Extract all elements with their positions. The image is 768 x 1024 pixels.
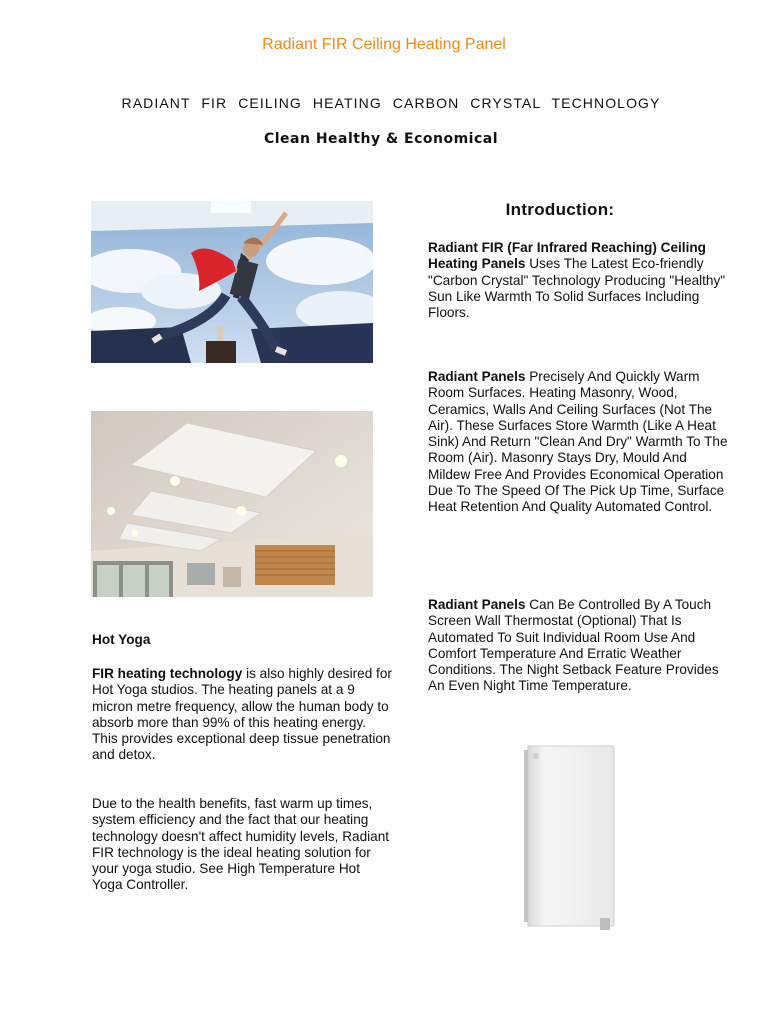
introduction-paragraph-1 xyxy=(428,240,728,321)
introduction-p3-bold: Radiant Panels xyxy=(428,597,526,612)
hot-yoga-heading: Hot Yoga xyxy=(92,632,151,647)
introduction-p3-text: Can Be Controlled By A Touch Screen Wall Thermostat (Optional) That Is Automated To Suit Individual Room Use And Comfort Temperature And Erratic Weather Conditions. The Night Setback Feature Provides An Even Night Time Temperature. xyxy=(428,597,719,694)
introduction-p1-text: Uses The Latest Eco-friendly "Carbon Crystal" Technology Producing "Healthy" Sun Like Warmth To Solid Surfaces Including Floors. xyxy=(428,256,726,321)
jumping-child-photo xyxy=(91,201,373,363)
introduction-p2-text: Precisely And Quickly Warm Room Surfaces. Heating Masonry, Wood, Ceramics, Walls And Ceiling Surfaces (Not The Air). These Surfaces Store Warmth (Like A Heat Sink) And Return "Clean And Dry" Warmth To The Room (Air). Masonry Stays Dry, Mould And Mildew Free And Provides Economical Operation Due To The Speed Of The Pick Up Time, Surface Heat Retention And Quality Automated Control. xyxy=(428,369,728,515)
page-subtitle: RADIANT FIR CEILING HEATING CARBON CRYSTAL TECHNOLOGY xyxy=(121,95,661,111)
hot-yoga-paragraph-1 xyxy=(92,666,392,764)
hot-yoga-p1-text: is also highly desired for Hot Yoga studios. The heating panels at a 9 micron metre frequency, allow the human body to absorb more than 99% of this heating energy. This provides exceptional deep tissue penetration and detox. xyxy=(92,666,392,763)
introduction-paragraph-2 xyxy=(428,369,728,516)
ceiling-panels-photo xyxy=(91,411,373,597)
heating-panel-photo xyxy=(520,742,620,932)
hot-yoga-paragraph-2: Due to the health benefits, fast warm up times, system efficiency and the fact that our heating technology doesn't affect humidity levels, Radiant FIR technology is the ideal heating solution for your yoga studio. See High Temperature Hot Yoga Controller. xyxy=(92,796,390,893)
introduction-p1-bold: Radiant FIR (Far Infrared Reaching) Ceiling Heating Panels xyxy=(428,240,706,272)
tagline: Clean Healthy & Economical xyxy=(263,131,499,147)
introduction-heading: Introduction: xyxy=(505,200,615,219)
page-title: Radiant FIR Ceiling Heating Panel xyxy=(262,36,506,53)
introduction-paragraph-3 xyxy=(428,597,728,695)
hot-yoga-p1-bold: FIR heating technology xyxy=(92,666,243,681)
introduction-p2-bold: Radiant Panels xyxy=(428,369,526,384)
